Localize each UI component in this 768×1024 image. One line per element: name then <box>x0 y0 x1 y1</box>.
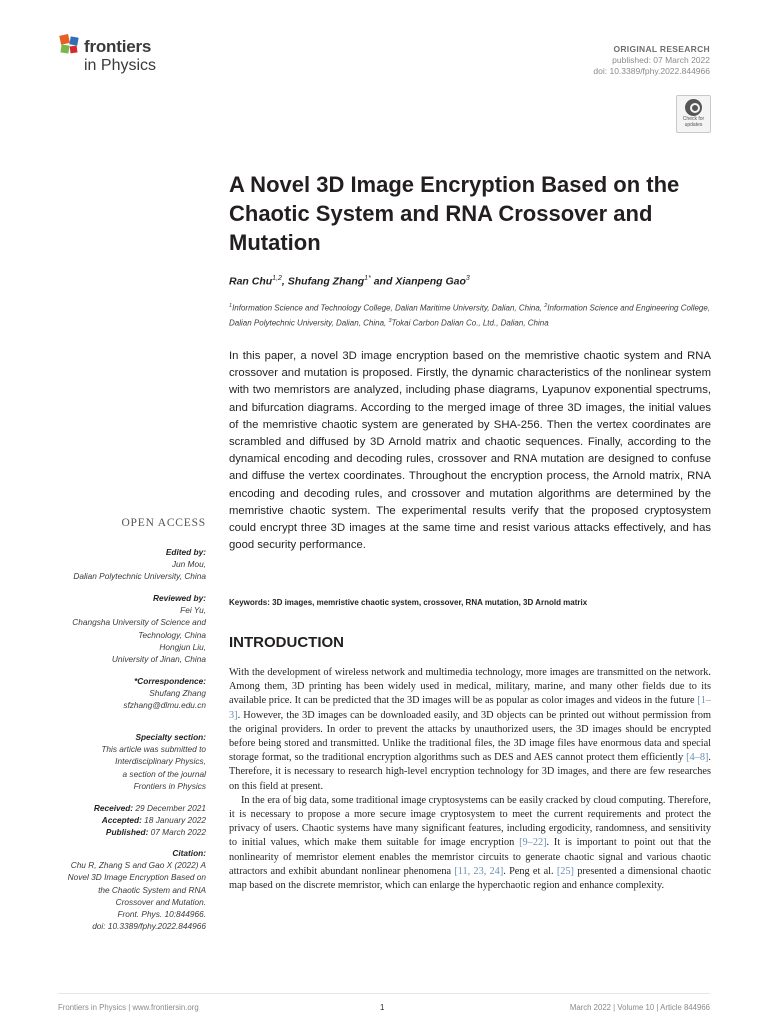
logo-wordmark-journal: in Physics <box>84 57 157 74</box>
specialty-line: This article was submitted to <box>101 744 206 755</box>
author-name[interactable]: Xianpeng Gao <box>395 275 466 288</box>
correspondence-block <box>40 675 206 712</box>
affiliation-text: Information Science and Technology College, Dalian Maritime University, Dalian, China, <box>232 303 545 313</box>
header-doi[interactable]: doi: 10.3389/fphy.2022.844966 <box>593 66 710 76</box>
correspondence-name: Shufang Zhang <box>149 688 206 699</box>
author-separator: and <box>370 275 396 288</box>
check-updates-icon <box>685 99 702 116</box>
abstract: In this paper, a novel 3D image encryption based on the memristive chaotic system and RNA crossover and mutation is proposed. Firstly, the dynamic characteristics of the nonlinear system with two memristors are analyzed, including phase diagrams, Lyapunov exponential spectrums, and bifurcation diagrams. According to the merged image of three 3D images, the initial values of the memristive chaotic system are generated by SHA-256. Then the vertex coordinates are scrambled and diffused by 3D Arnold matrix and chaotic sequences. Finally, according to the dynamical encoding and decoding rules, crossover and RNA mutation are designed to confuse and diffuse the vertex coordinates. Throughout the encryption process, the Arnold matrix, RNA encoding and decoding rules, and crossover and mutation algorithms are determined by the memristive chaotic system. The experimental results verify that the proposed cryptosystem could encrypt three 3D images at the same time and resist various attacks effectively, and has good security performance. <box>229 350 711 552</box>
author-name[interactable]: Ran Chu <box>229 275 273 288</box>
specialty-line: Frontiers in Physics <box>133 780 206 791</box>
specialty-line: a section of the journal <box>122 768 206 779</box>
reviewed-by-block <box>40 592 206 665</box>
keywords: Keywords: 3D images, memristive chaotic system, crossover, RNA mutation, 3D Arnold matrix <box>229 598 588 607</box>
check-for-updates-badge[interactable] <box>676 95 711 133</box>
paragraph <box>229 794 711 893</box>
footer-divider <box>58 993 710 994</box>
accepted-label: Accepted: <box>101 815 142 826</box>
reviewer-affiliation: Technology, China <box>138 629 206 640</box>
specialty-label: Specialty section: <box>135 732 206 742</box>
reviewed-by-label: Reviewed by: <box>152 593 206 603</box>
citation-line: Crossover and Mutation. <box>115 896 206 907</box>
dates-block <box>40 802 206 839</box>
affiliation-mark: 3 <box>388 317 392 324</box>
footer-journal-link[interactable]: Frontiers in Physics | www.frontiersin.org <box>58 1003 199 1012</box>
citation-line: the Chaotic System and RNA <box>98 884 206 895</box>
citation-label: Citation: <box>172 848 206 858</box>
reviewer-name[interactable]: Hongjun Liu, <box>159 641 206 652</box>
article-type: ORIGINAL RESEARCH <box>613 44 710 54</box>
check-updates-label: Check for updates <box>682 116 705 128</box>
open-access-label: OPEN ACCESS <box>121 517 206 529</box>
citation-line: Novel 3D Image Encryption Based on <box>67 872 206 883</box>
author-separator: , <box>281 275 288 288</box>
page-number: 1 <box>380 1003 385 1012</box>
editor-affiliation: Dalian Polytechnic University, China <box>73 571 206 582</box>
citation-line: Front. Phys. 10:844966. <box>117 909 206 920</box>
journal-logo[interactable] <box>58 33 178 81</box>
citation-doi[interactable]: doi: 10.3389/fphy.2022.844966 <box>92 921 206 932</box>
affiliation-text: Tokai Carbon Dalian Co., Ltd., Dalian, China <box>391 318 549 328</box>
received-value: 29 December 2021 <box>133 803 206 813</box>
specialty-line: Interdisciplinary Physics, <box>115 756 206 767</box>
published-date-side <box>40 826 206 838</box>
logo-wordmark-frontiers: frontiers <box>84 37 152 56</box>
published-value: 07 March 2022 <box>148 827 206 838</box>
affiliation-mark: 1 <box>229 303 233 309</box>
edited-by-block <box>40 546 206 583</box>
edited-by-label: Edited by: <box>165 547 206 557</box>
reviewer-affiliation: University of Jinan, China <box>111 654 206 665</box>
paragraph-text: . Peng et al. <box>503 865 557 877</box>
reference-link[interactable]: [9–22] <box>519 837 547 849</box>
paragraph-text: . It is important to point out that the nonlinearity of memristor element enables the memristor circuits to generate chaotic signal and various chaotic attractors and exhibit abundant nonlinear phenomena <box>229 837 711 877</box>
reviewer-affiliation: Changsha University of Science and <box>72 617 206 628</box>
body-text <box>229 666 711 893</box>
published-date: published: 07 March 2022 <box>612 55 710 65</box>
paragraph-text: presented a dimensional chaotic map based on the discrete memristor, which can enlarge the hyperchaotic region and enhance complexity. <box>229 865 711 892</box>
author-affiliation-mark: 3 <box>465 275 470 282</box>
received-label: Received: <box>93 803 134 813</box>
received-date <box>40 802 206 814</box>
author-name[interactable]: Shufang Zhang <box>287 275 365 288</box>
reference-link[interactable]: [1–3] <box>229 695 711 721</box>
correspondence-label: *Correspondence: <box>134 676 206 686</box>
editor-name[interactable]: Jun Mou, <box>171 559 206 570</box>
citation-block <box>40 847 206 932</box>
affiliations <box>229 300 713 329</box>
paragraph <box>229 666 711 794</box>
specialty-section-block <box>40 731 206 792</box>
footer-issue-info: March 2022 | Volume 10 | Article 844966 <box>569 1003 710 1012</box>
affiliation-text: Information Science and Engineering College, Dalian Polytechnic University, Dalian, China, <box>229 303 711 328</box>
reviewer-name[interactable]: Fei Yu, <box>180 605 206 616</box>
reference-link[interactable]: [11, 23, 24] <box>454 865 504 877</box>
paragraph-text: In the era of big data, some traditional image cryptosystems can be easily cracked by cloud computing. Therefore, it is necessary to propose a more secure image cryptosystem to meet the current requirements and protect the privacy of users. Chaotic systems have many significant features, including ergodicity, randomness, and sensitivity to initial values, which make them suitable for image encryption <box>229 794 711 849</box>
section-heading-introduction: INTRODUCTION <box>229 634 344 651</box>
accepted-date <box>40 814 206 826</box>
reference-link[interactable]: [4–8] <box>686 752 709 764</box>
article-meta <box>593 44 710 77</box>
accepted-value: 18 January 2022 <box>141 815 206 826</box>
paragraph-text: . Therefore, it is necessary to research high-level encryption technology for 3D images, and there are few researches on this field at present. <box>229 752 711 792</box>
author-affiliation-mark: 1* <box>364 275 371 282</box>
author-affiliation-mark: 1,2 <box>272 275 282 282</box>
frontiers-logo-icon <box>58 33 82 57</box>
article-title: A Novel 3D Image Encryption Based on the Chaotic System and RNA Crossover and Mutation <box>229 172 680 255</box>
paragraph-text: . However, the 3D images can be downloaded easily, and 3D objects can be printed out without permission from the original providers. In order to prevent the attacks by unauthorized users, the 3D images should be encrypted before being stored and transmitted. Unlike the traditional files, the 3D image files have enormous data and special storage format, so the traditional encryption algorithms such as DES and AES cannot protect them efficiently <box>229 709 711 764</box>
affiliation-mark: 2 <box>544 303 548 309</box>
correspondence-email[interactable]: sfzhang@dlmu.edu.cn <box>123 700 206 711</box>
author-list <box>229 275 709 288</box>
published-label: Published: <box>105 827 149 838</box>
reference-link[interactable]: [25] <box>556 865 574 877</box>
paragraph-text: With the development of wireless network and multimedia technology, more images are transmitted on the network. Among them, 3D printing has been widely used in medical, military, marine, and many other fields due to its available price. It can be predicted that the 3D images will be as popular as color images and videos in the future <box>229 667 711 707</box>
citation-line: Chu R, Zhang S and Gao X (2022) A <box>70 860 206 871</box>
